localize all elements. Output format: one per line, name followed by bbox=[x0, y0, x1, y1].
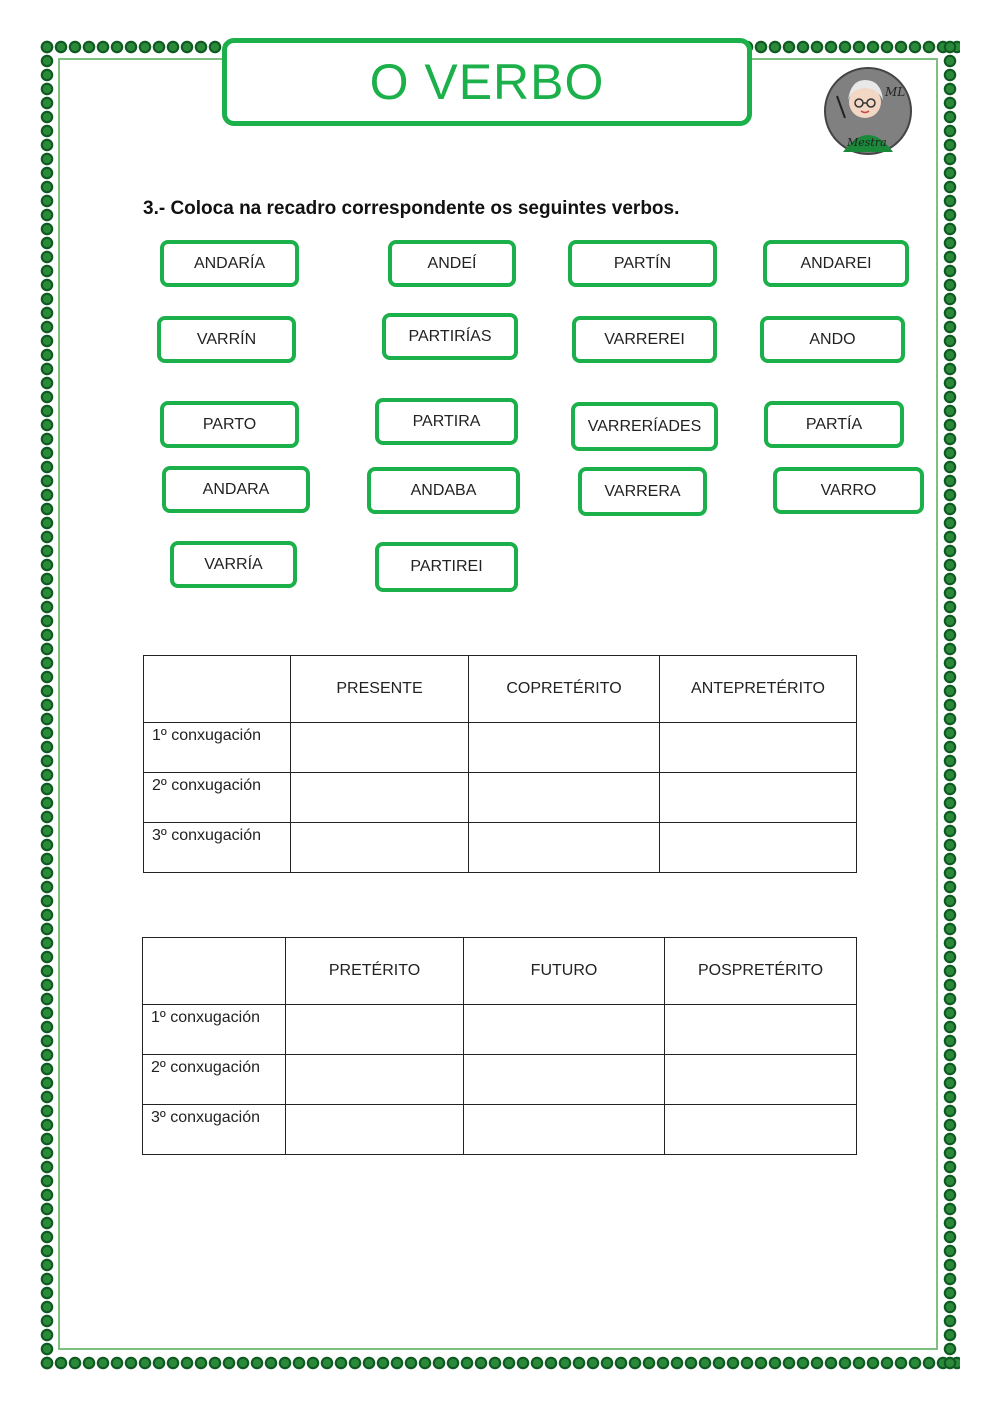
table-row bbox=[143, 1105, 857, 1155]
row-label: 1º conxugación bbox=[144, 723, 291, 773]
teacher-logo-icon bbox=[823, 66, 913, 156]
table-row bbox=[143, 1055, 857, 1105]
title-box bbox=[222, 38, 752, 126]
drop-cell[interactable] bbox=[464, 1055, 665, 1105]
verb-chip[interactable]: PARTÍA bbox=[764, 401, 904, 448]
verb-chip[interactable]: ANDABA bbox=[367, 467, 520, 514]
row-label: 2º conxugación bbox=[144, 773, 291, 823]
row-label: 1º conxugación bbox=[143, 1005, 286, 1055]
drop-cell[interactable] bbox=[665, 1105, 857, 1155]
logo-caption: Mestra bbox=[847, 136, 887, 149]
border-left bbox=[40, 40, 54, 1370]
verb-chip[interactable]: ANDAREI bbox=[763, 240, 909, 287]
table-header-row bbox=[144, 656, 857, 723]
drop-cell[interactable] bbox=[660, 823, 857, 873]
drop-cell[interactable] bbox=[469, 773, 660, 823]
row-label: 3º conxugación bbox=[144, 823, 291, 873]
instruction-text: 3.- Coloca na recadro correspondente os seguintes verbos. bbox=[143, 198, 680, 219]
table-header-cell bbox=[144, 656, 291, 723]
verb-chip[interactable]: ANDARA bbox=[162, 466, 310, 513]
verb-chip[interactable]: PARTÍN bbox=[568, 240, 717, 287]
border-right bbox=[943, 40, 957, 1370]
drop-cell[interactable] bbox=[286, 1005, 464, 1055]
table-header-cell bbox=[143, 938, 286, 1005]
table-row bbox=[144, 773, 857, 823]
table-row bbox=[143, 1005, 857, 1055]
verb-chip[interactable]: VARRÍA bbox=[170, 541, 297, 588]
drop-cell[interactable] bbox=[665, 1005, 857, 1055]
drop-cell[interactable] bbox=[464, 1005, 665, 1055]
table-header-row bbox=[143, 938, 857, 1005]
verb-chip[interactable]: VARRÍN bbox=[157, 316, 296, 363]
verb-chip[interactable]: VARRERA bbox=[578, 467, 707, 516]
drop-cell[interactable] bbox=[660, 773, 857, 823]
logo-initials: ML bbox=[885, 85, 906, 99]
table-row bbox=[144, 823, 857, 873]
border-bottom bbox=[40, 1356, 960, 1370]
verb-chip[interactable]: ANDARÍA bbox=[160, 240, 299, 287]
verb-chip[interactable]: VARREREI bbox=[572, 316, 717, 363]
tense-table-1 bbox=[143, 655, 857, 873]
verb-chip[interactable]: PARTIRÍAS bbox=[382, 313, 518, 360]
drop-cell[interactable] bbox=[469, 823, 660, 873]
row-label: 3º conxugación bbox=[143, 1105, 286, 1155]
verb-chip[interactable]: PARTIREI bbox=[375, 542, 518, 592]
table-header-cell: FUTURO bbox=[464, 938, 665, 1005]
table-header-cell: PRETÉRITO bbox=[286, 938, 464, 1005]
drop-cell[interactable] bbox=[291, 723, 469, 773]
drop-cell[interactable] bbox=[469, 723, 660, 773]
table-row bbox=[144, 723, 857, 773]
page-title: O VERBO bbox=[369, 54, 605, 110]
drop-cell[interactable] bbox=[660, 723, 857, 773]
drop-cell[interactable] bbox=[665, 1055, 857, 1105]
drop-cell[interactable] bbox=[286, 1055, 464, 1105]
table-header-cell: POSPRETÉRITO bbox=[665, 938, 857, 1005]
row-label: 2º conxugación bbox=[143, 1055, 286, 1105]
verb-chip[interactable]: PARTIRA bbox=[375, 398, 518, 445]
drop-cell[interactable] bbox=[291, 823, 469, 873]
verb-chip[interactable]: PARTO bbox=[160, 401, 299, 448]
verb-chip[interactable]: VARRO bbox=[773, 467, 924, 514]
table-header-cell: COPRETÉRITO bbox=[469, 656, 660, 723]
table-header-cell: ANTEPRETÉRITO bbox=[660, 656, 857, 723]
drop-cell[interactable] bbox=[286, 1105, 464, 1155]
verb-chip[interactable]: ANDEÍ bbox=[388, 240, 516, 287]
tense-table-2 bbox=[142, 937, 857, 1155]
drop-cell[interactable] bbox=[291, 773, 469, 823]
verb-chip[interactable]: ANDO bbox=[760, 316, 905, 363]
table-header-cell: PRESENTE bbox=[291, 656, 469, 723]
drop-cell[interactable] bbox=[464, 1105, 665, 1155]
verb-chip[interactable]: VARRERÍADES bbox=[571, 402, 718, 451]
